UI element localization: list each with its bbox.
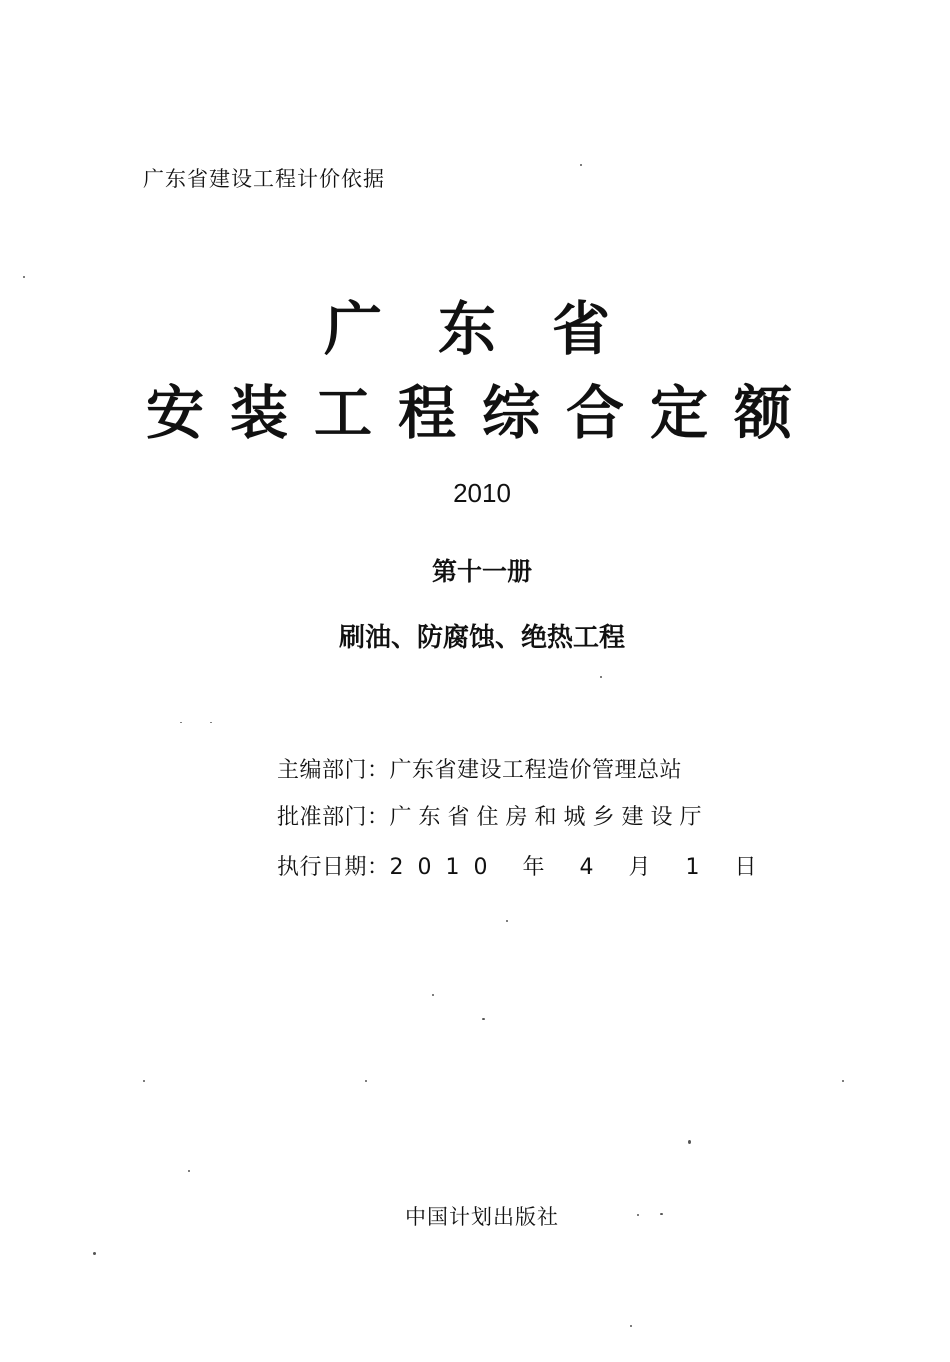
- scan-speck: [637, 1214, 639, 1216]
- scan-speck: [580, 164, 582, 166]
- title-province: 广东省: [323, 295, 666, 363]
- approver-value: 广东省住房和城乡建设厅: [389, 805, 709, 830]
- scan-speck: [93, 1252, 96, 1255]
- publisher: 中国计划出版社: [405, 1205, 559, 1229]
- scan-speck: [143, 1080, 145, 1082]
- effective-date-label: 执行日期：: [277, 855, 390, 880]
- scan-speck: [506, 920, 508, 922]
- scan-speck: [600, 676, 602, 678]
- effective-date-row: [277, 850, 770, 881]
- scan-speck: [660, 1213, 663, 1215]
- effective-date-value: 2010 年 4 月 1 日: [389, 855, 771, 880]
- scan-speck: [365, 1080, 367, 1082]
- editor-value: 广东省建设工程造价管理总站: [389, 758, 683, 783]
- editor-row: [277, 753, 682, 784]
- scan-speck: [210, 722, 212, 723]
- scan-speck: [188, 1170, 190, 1172]
- scan-speck: [630, 1325, 632, 1327]
- scan-speck: [482, 1018, 485, 1020]
- title-main: 安装工程综合定额: [145, 379, 818, 447]
- edition-year: 2010: [453, 478, 511, 508]
- volume-subject: 刷油、防腐蚀、绝热工程: [338, 623, 625, 653]
- scan-speck: [432, 994, 434, 996]
- scan-speck: [23, 276, 25, 278]
- editor-label: 主编部门：: [277, 758, 390, 783]
- scan-speck: [842, 1080, 844, 1082]
- volume-number: 第十一册: [431, 557, 532, 586]
- scan-speck: [180, 722, 182, 723]
- approver-label: 批准部门：: [277, 805, 390, 830]
- series-note: 广东省建设工程计价依据: [143, 167, 385, 191]
- scan-speck: [688, 1140, 691, 1144]
- approver-row: [277, 800, 709, 831]
